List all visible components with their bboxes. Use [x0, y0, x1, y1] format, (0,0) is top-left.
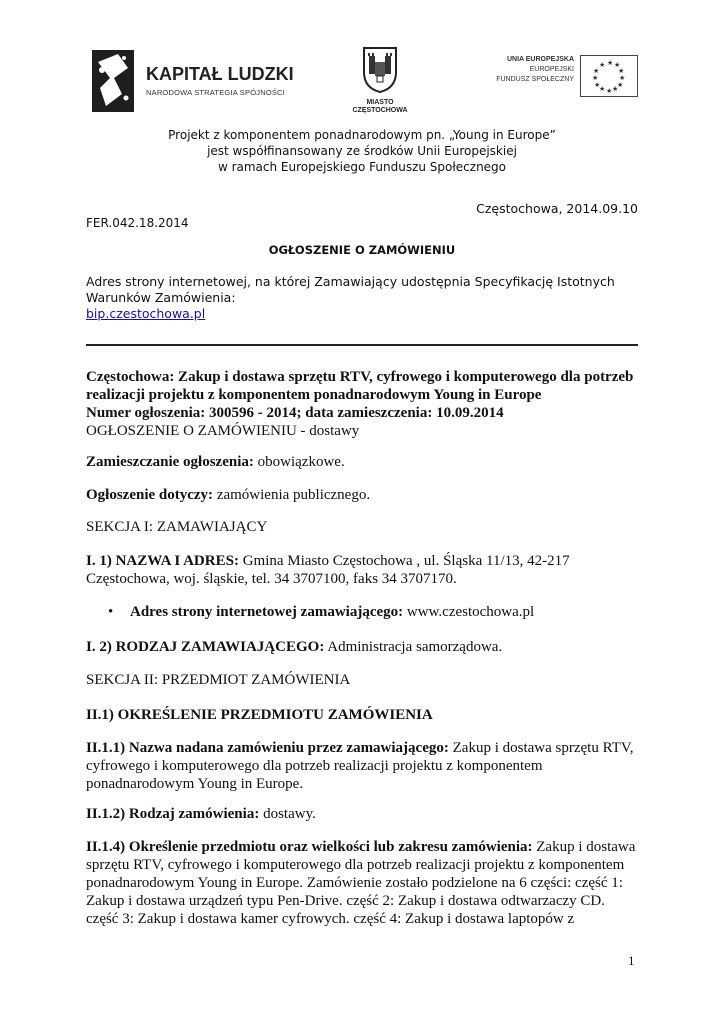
project-header [0, 127, 724, 175]
notice-number: Numer ogłoszenia: 300596 - 2014; data zamieszczenia: 10.09.2014 [86, 405, 504, 421]
project-line-1: Projekt z komponentem ponadnarodowym pn. „Young in Europe” [168, 128, 556, 142]
svg-text:★: ★ [614, 61, 621, 69]
section-1-heading: SEKCJA I: ZAMAWIAJĄCY [86, 519, 268, 535]
i1-label: I. 1) NAZWA I ADRES: [86, 553, 239, 569]
svg-text:★: ★ [606, 87, 613, 95]
city-label-1: MIASTO [366, 99, 394, 106]
svg-text:★: ★ [592, 74, 599, 82]
kapital-ludzki-emblem-icon [88, 48, 138, 114]
svg-text:★: ★ [594, 81, 601, 89]
svg-text:★: ★ [617, 81, 624, 89]
concerns-paragraph [86, 486, 640, 504]
section-2-heading: SEKCJA II: PRZEDMIOT ZAMÓWIENIA [86, 672, 351, 688]
eu-logo [488, 52, 636, 108]
ii1-heading [86, 706, 640, 724]
project-line-3: w ramach Europejskiego Funduszu Społecznego [217, 160, 507, 174]
bullet-value: www.czestochowa.pl [403, 604, 535, 620]
bullet-label: Adres strony internetowej zamawiającego: [130, 604, 404, 620]
i1-value: Gmina Miasto Częstochowa , ul. Śląska 11/13, 42-217 Częstochowa, woj. śląskie, tel. 34 3707100, faks 34 3707170. [86, 553, 570, 587]
i2-value: Administracja samorządowa. [324, 639, 503, 655]
svg-text:★: ★ [599, 85, 606, 93]
city-coat-of-arms-icon [360, 44, 400, 94]
ii1-title: II.1) OKREŚLENIE PRZEDMIOTU ZAMÓWIENIA [86, 707, 433, 723]
notice-title: OGŁOSZENIE O ZAMÓWIENIU [268, 243, 456, 257]
place-date: Częstochowa, 2014.09.10 [476, 201, 638, 216]
concerns-value: zamówienia publicznego. [213, 487, 371, 503]
reference-number: FER.042.18.2014 [86, 216, 189, 230]
kapital-ludzki-title: KAPITAŁ LUDZKI [146, 64, 294, 84]
eu-line-2: EUROPEJSKI [529, 66, 574, 73]
svg-text:★: ★ [593, 67, 600, 75]
divider [86, 344, 638, 346]
ii11-label: II.1.1) Nazwa nadana zamówieniu przez zamawiającego: [86, 740, 449, 756]
ii11-paragraph [86, 739, 640, 793]
notice-heading-title: Częstochowa: Zakup i dostawa sprzętu RTV, cyfrowego i komputerowego dla potrzeb realizacji projektu z komponentem ponadnarodowym Young in Europe [86, 369, 634, 403]
concerns-label: Ogłoszenie dotyczy: [86, 487, 214, 503]
page-number: 1 [628, 953, 635, 968]
address-intro: Adres strony internetowej, na której Zamawiający udostępnia Specyfikację Istotnych Warunków Zamówienia: [86, 274, 615, 305]
notice-heading [86, 368, 640, 440]
ii12-value: dostawy. [259, 806, 316, 822]
svg-text:★: ★ [607, 59, 614, 67]
i2-paragraph [86, 638, 640, 656]
bullet-item [108, 603, 638, 621]
city-label-2: CZĘSTOCHOWA [352, 107, 408, 114]
eu-flag-icon [580, 55, 638, 97]
svg-text:★: ★ [619, 74, 626, 82]
address-block [86, 274, 646, 322]
eu-line-1: UNIA EUROPEJSKA [506, 56, 574, 63]
i2-label: I. 2) RODZAJ ZAMAWIAJĄCEGO: [86, 639, 325, 655]
ii11-value: Zakup i dostawa sprzętu RTV, cyfrowego i komputerowego dla potrzeb realizacji projektu z komponentem ponadnarodowym Young in Europe. [86, 740, 634, 792]
placement-value: obowiązkowe. [253, 454, 345, 470]
ii14-paragraph [86, 838, 640, 928]
svg-text:★: ★ [612, 85, 619, 93]
i1-paragraph [86, 552, 640, 588]
ii14-label: II.1.4) Określenie przedmiotu oraz wielkości lub zakresu zamówienia: [86, 839, 533, 855]
notice-type: OGŁOSZENIE O ZAMÓWIENIU - dostawy [86, 423, 360, 439]
eu-line-3: FUNDUSZ SPOŁECZNY [496, 76, 574, 83]
kapital-ludzki-subtitle: NARODOWA STRATEGIA SPÓJNOŚCI [146, 88, 285, 97]
ii14-value: Zakup i dostawa sprzętu RTV, cyfrowego i komputerowego dla potrzeb realizacji projektu z komponentem ponadnarodowym Young in Europe. Zamówienie zostało podzielone na 6 części: część 1: Zakup i dostawa urządzeń typu Pen-Drive. część 2: Zakup i dostawa odtwarzaczy CD. część 3: Zakup i dostawa kamer cyfrowych. część 4: Zakup i dostawa laptopów z [86, 839, 636, 927]
ii12-paragraph [86, 805, 640, 823]
placement-paragraph [86, 453, 640, 471]
svg-text:★: ★ [618, 67, 625, 75]
city-logo [350, 44, 410, 116]
bullet-icon: • [108, 604, 114, 620]
bip-link[interactable]: bip.czestochowa.pl [86, 306, 206, 321]
ii12-label: II.1.2) Rodzaj zamówienia: [86, 806, 260, 822]
svg-text:★: ★ [599, 61, 606, 69]
kapital-ludzki-logo [88, 44, 328, 116]
placement-label: Zamieszczanie ogłoszenia: [86, 454, 254, 470]
project-line-2: jest współfinansowany ze środków Unii Europejskiej [207, 144, 517, 158]
